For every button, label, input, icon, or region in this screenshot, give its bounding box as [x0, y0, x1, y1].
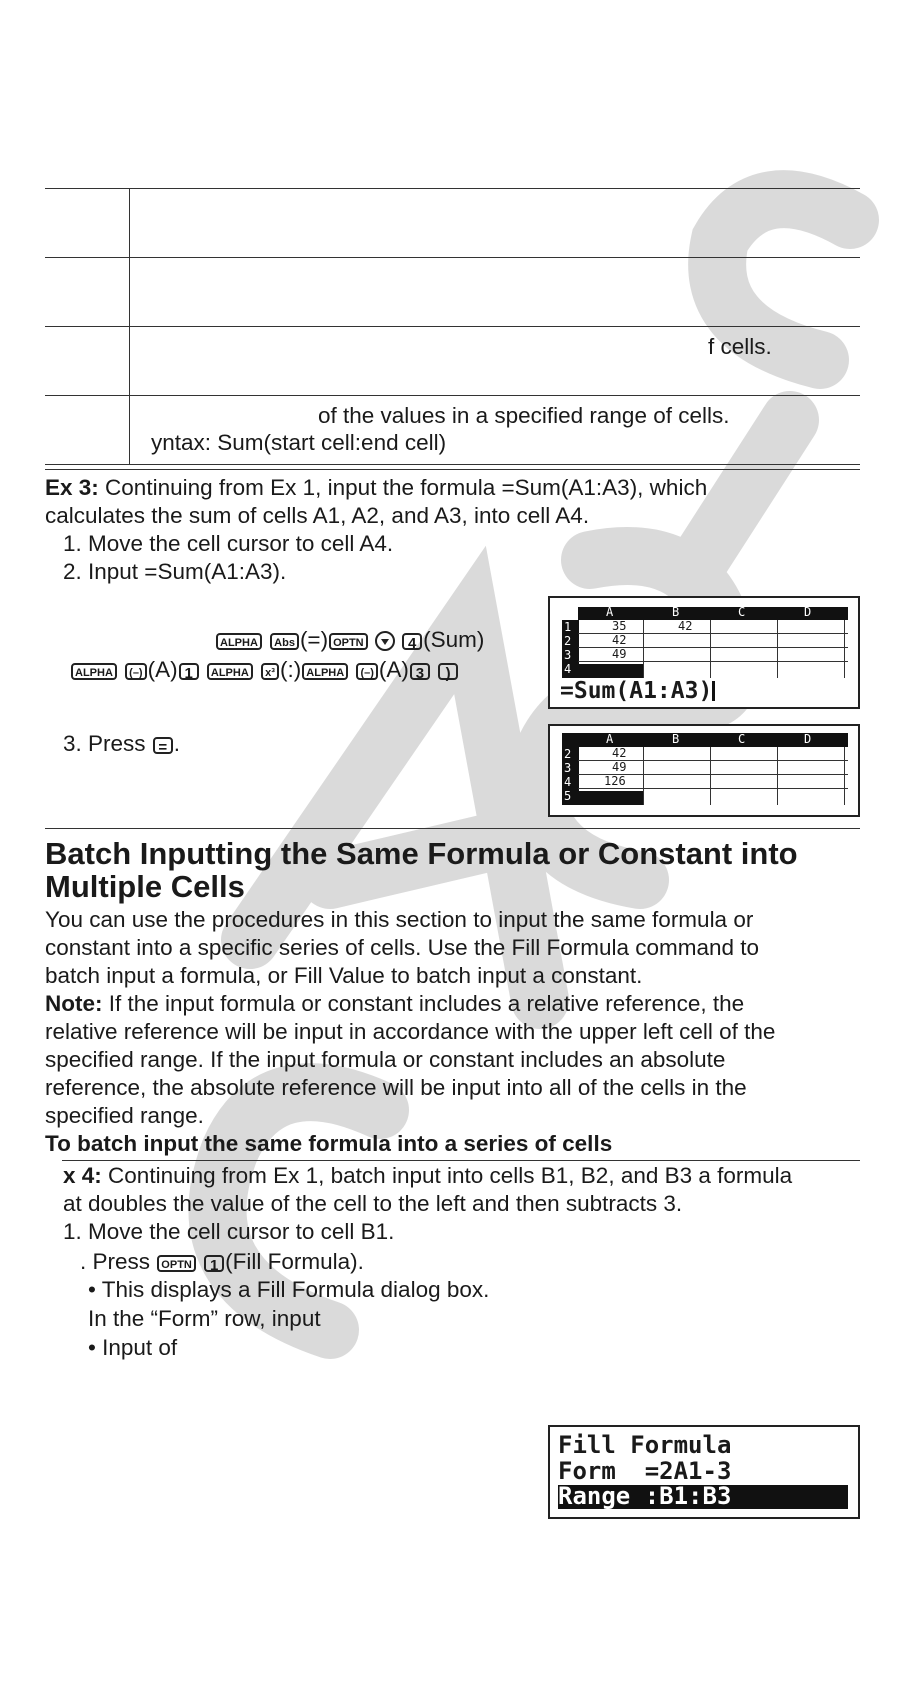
- col-C: C: [738, 732, 746, 746]
- note-line2: relative reference will be input in accordance with the upper left cell of the: [45, 1019, 776, 1044]
- ex4-line2: at doubles the value of the cell to the left and then subtracts 3.: [63, 1191, 683, 1216]
- table-row3-text: f cells.: [708, 334, 772, 359]
- ex4-step2-suffix: (Fill Formula).: [225, 1249, 364, 1274]
- table-rule-bottom-2: [45, 469, 860, 470]
- note-line1: [45, 990, 744, 1018]
- watermark-letter-i: [700, 420, 790, 560]
- col-C: C: [738, 605, 746, 619]
- optn-key: OPTN: [329, 633, 368, 650]
- ex3-step3-prefix: 3. Press: [63, 731, 146, 756]
- ex4-bullet2: • Input of: [88, 1335, 178, 1360]
- grid-line: [578, 774, 848, 775]
- alpha-key: ALPHA: [71, 663, 117, 680]
- section-title-line2: Multiple Cells: [45, 869, 245, 904]
- ex3-line1: [45, 474, 707, 502]
- table-rule-3: [45, 395, 860, 396]
- note-label: Note:: [45, 991, 103, 1016]
- grid-line: [777, 620, 778, 678]
- table-rule-bottom: [45, 464, 860, 465]
- ex3-line2: calculates the sum of cells A1, A2, and A3, into cell A4.: [45, 503, 590, 528]
- negative-key: (–): [125, 663, 146, 680]
- edit-line: [560, 677, 715, 705]
- one-key: 1: [179, 663, 199, 680]
- screen-sum-input: [548, 596, 860, 709]
- alpha-key: ALPHA: [216, 633, 262, 650]
- range-row-text: Range :B1:B3: [558, 1482, 732, 1510]
- note-line4: reference, the absolute reference will be input into all of the cells in the: [45, 1075, 747, 1100]
- grid-line: [578, 647, 848, 648]
- subheading: To batch input the same formula into a series of cells: [45, 1131, 613, 1156]
- col-B: B: [672, 605, 680, 619]
- row-2: 2: [564, 747, 572, 761]
- screen-sum-result: [548, 724, 860, 817]
- one-key: 1: [204, 1255, 224, 1272]
- col-D: D: [804, 732, 812, 746]
- ex4-step2-prefix: . Press: [80, 1249, 151, 1274]
- grid-line: [710, 620, 711, 678]
- ex3-keyline2: [70, 656, 459, 684]
- ex4-step3: In the “Form” row, input: [88, 1306, 321, 1331]
- table-row4-line2: yntax: Sum(start cell:end cell): [151, 430, 447, 455]
- alpha-key: ALPHA: [302, 663, 348, 680]
- col-B: B: [672, 732, 680, 746]
- grid-line: [643, 620, 644, 678]
- section-p3: batch input a formula, or Fill Value to batch input a constant.: [45, 963, 643, 988]
- ex3-step3-suffix: .: [173, 731, 181, 756]
- col-A: A: [606, 605, 614, 619]
- col-D: D: [804, 605, 812, 619]
- down-arrow-key-icon: [375, 631, 395, 651]
- cell-a3: 49: [612, 647, 627, 661]
- negative-key: (–): [356, 663, 377, 680]
- colon-label: (:): [280, 657, 302, 682]
- ex4-bullet1: • This displays a Fill Formula dialog box.: [88, 1277, 490, 1302]
- grid-line: [643, 747, 644, 805]
- text-cursor: [712, 681, 715, 701]
- optn-key: OPTN: [157, 1255, 196, 1272]
- ex3-step2: 2. Input =Sum(A1:A3).: [63, 559, 287, 584]
- abs-key: Abs: [270, 633, 299, 650]
- sum-label: (Sum): [423, 627, 485, 652]
- ex4-label: x 4:: [63, 1163, 102, 1188]
- grid-line: [777, 747, 778, 805]
- cube-key: x³: [261, 663, 279, 680]
- grid-line: [578, 661, 848, 662]
- row-4: 4: [564, 775, 572, 789]
- table-rule-top: [45, 188, 860, 189]
- cursor-cell: [578, 791, 643, 805]
- grid-line: [578, 760, 848, 761]
- table-row4-line1: of the values in a specified range of cells.: [318, 403, 730, 428]
- edit-line-text: =Sum(A1:A3): [560, 678, 713, 704]
- three-key: 3: [410, 663, 430, 680]
- row-5: 5: [564, 789, 572, 803]
- screen-fill-formula: [548, 1425, 860, 1519]
- grid-line: [578, 788, 848, 789]
- cell-a2: 42: [612, 633, 627, 647]
- a-label: (A): [147, 657, 178, 682]
- close-paren-key: ): [438, 663, 458, 680]
- note-line3: specified range. If the input formula or constant includes an absolute: [45, 1047, 726, 1072]
- section-p2: constant into a specific series of cells. Use the Fill Formula command to: [45, 935, 760, 960]
- ex3-label: Ex 3:: [45, 475, 99, 500]
- row-2: 2: [564, 634, 572, 648]
- grid-line: [710, 747, 711, 805]
- ex4-step1: 1. Move the cell cursor to cell B1.: [63, 1219, 395, 1244]
- section-title-line1: Batch Inputting the Same Formula or Constant into: [45, 836, 798, 871]
- section-p1: You can use the procedures in this section to input the same formula or: [45, 907, 754, 932]
- row-4: 4: [564, 662, 572, 676]
- equals-label: (=): [299, 627, 329, 652]
- alpha-key: ALPHA: [207, 663, 253, 680]
- four-key: 4: [402, 633, 422, 650]
- row-3: 3: [564, 761, 572, 775]
- cell-a1: 35: [612, 619, 627, 633]
- col-A: A: [606, 732, 614, 746]
- dialog-title: Fill Formula: [558, 1431, 732, 1459]
- grid-line: [844, 747, 845, 805]
- table-column-divider: [129, 188, 130, 464]
- grid-line: [844, 620, 845, 678]
- equals-key: =: [153, 737, 173, 754]
- table-rule-1: [45, 257, 860, 258]
- note-line1-text: If the input formula or constant includes a relative reference, the: [108, 991, 745, 1016]
- note-line5: specified range.: [45, 1103, 204, 1128]
- section-rule: [45, 828, 860, 829]
- cell-a3: 49: [612, 760, 627, 774]
- grid-line: [578, 633, 848, 634]
- form-row: Form =2A1-3: [558, 1457, 732, 1485]
- ex3-keyline1: [215, 626, 484, 654]
- cursor-cell: [578, 664, 643, 678]
- cell-a2: 42: [612, 746, 627, 760]
- cell-b1: 42: [678, 619, 693, 633]
- ex3-step3: [63, 730, 180, 758]
- cell-a4: 126: [604, 774, 626, 788]
- ex4-line1-text: Continuing from Ex 1, batch input into cells B1, B2, and B3 a formula: [108, 1163, 793, 1188]
- ex3-line1-text: Continuing from Ex 1, input the formula =Sum(A1:A3), which: [105, 475, 708, 500]
- subheading-rule: [62, 1160, 860, 1161]
- a-label: (A): [378, 657, 409, 682]
- ex3-step1: 1. Move the cell cursor to cell A4.: [63, 531, 394, 556]
- row-3: 3: [564, 648, 572, 662]
- row-1: 1: [564, 620, 572, 634]
- ex4-line1: [63, 1162, 792, 1190]
- table-rule-2: [45, 326, 860, 327]
- ex4-step2: [80, 1248, 364, 1276]
